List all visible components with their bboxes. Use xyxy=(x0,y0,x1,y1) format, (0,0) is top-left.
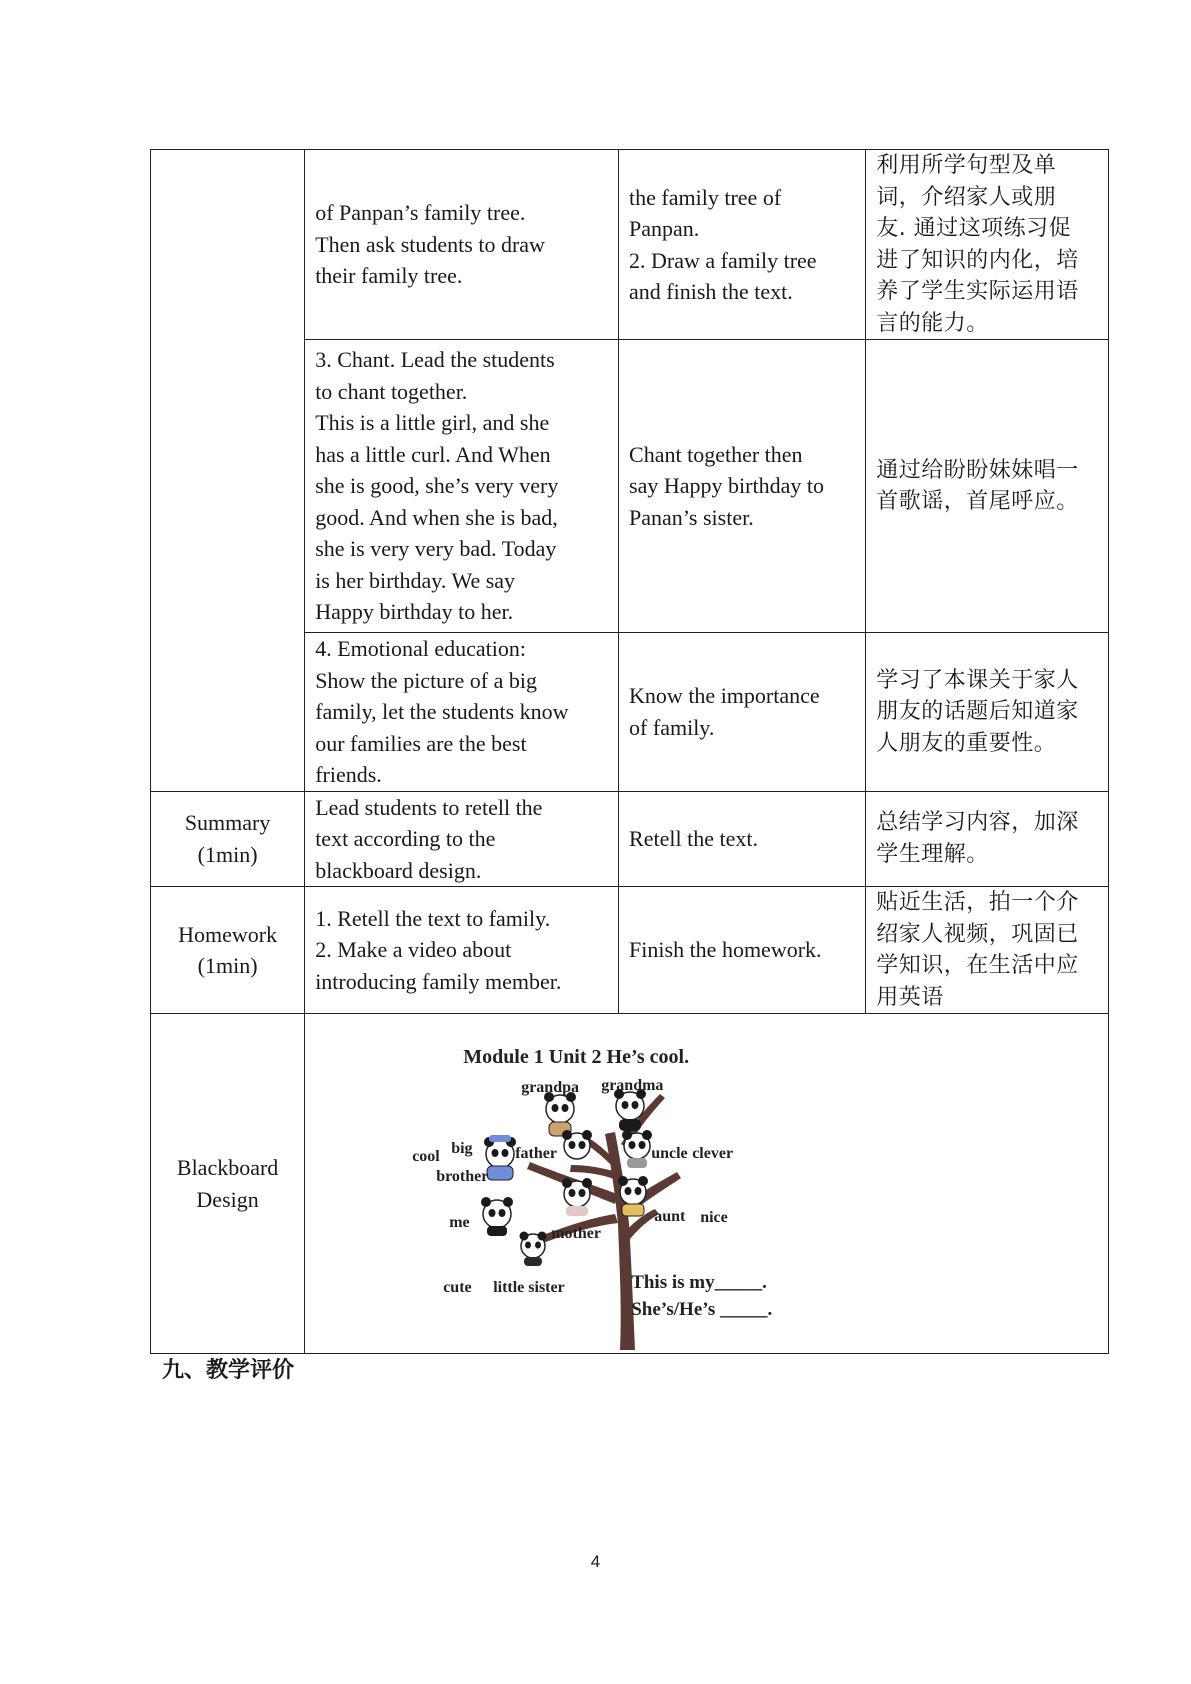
label-clever: clever xyxy=(692,1145,734,1162)
purpose-cell: 利用所学句型及单 词，介绍家人或朋 友. 通过这项练习促 进了知识的内化，培 养了学生实际运用语 言的能力。 xyxy=(866,150,1109,340)
purpose-cell: 贴近生活，拍一个介 绍家人视频，巩固已 学知识，在生活中应 用英语 xyxy=(866,887,1109,1014)
label-grandma: grandma xyxy=(601,1077,664,1094)
panda-mother-icon xyxy=(562,1178,592,1216)
page-number: 4 xyxy=(590,1552,601,1571)
teacher-activity-cell: 3. Chant. Lead the students to chant together. This is a little girl, and she has a little curl. And When she is good, she’s very very good. And when she is bad, she is very very bad. Today is her birthday. We say Happy birthday to her. xyxy=(305,340,619,633)
panda-aunt-icon xyxy=(618,1176,648,1216)
label-mother: mother xyxy=(551,1225,601,1242)
student-activity-cell: Know the importance of family. xyxy=(619,633,866,792)
teacher-activity-cell: 4. Emotional education: Show the picture of a big family, let the students know our families are the best friends. xyxy=(305,633,619,792)
table-row xyxy=(151,887,1109,1014)
teacher-activity-cell: of Panpan’s family tree. Then ask students to draw their family tree. xyxy=(305,150,619,340)
stage-cell xyxy=(151,150,305,792)
student-activity-cell: the family tree of Panpan. 2. Draw a family tree and finish the text. xyxy=(619,150,866,340)
blackboard-design xyxy=(315,1014,1098,1353)
table-row xyxy=(151,1014,1109,1354)
label-little-sister: little sister xyxy=(493,1279,565,1296)
blackboard-title: Module 1 Unit 2 He’s cool. xyxy=(463,1046,690,1068)
student-activity-cell: Retell the text. xyxy=(619,791,866,887)
panda-me-icon xyxy=(481,1197,513,1236)
label-cool: cool xyxy=(412,1148,440,1165)
table-row xyxy=(151,791,1109,887)
stage-cell: Summary (1min) xyxy=(151,791,305,887)
panda-father-icon xyxy=(562,1130,592,1159)
panda-brother-icon xyxy=(484,1135,516,1180)
section-heading: 九、教学评价 xyxy=(162,1358,295,1383)
label-cute: cute xyxy=(443,1279,472,1296)
label-father: father xyxy=(515,1145,557,1162)
teacher-activity-cell: Lead students to retell the text according to the blackboard design. xyxy=(305,791,619,887)
purpose-cell: 总结学习内容，加深 学生理解。 xyxy=(866,791,1109,887)
label-grandpa: grandpa xyxy=(521,1079,579,1096)
table-row xyxy=(151,150,1109,340)
label-brother: brother xyxy=(436,1168,489,1185)
sentence-frame-1: This is my_____. xyxy=(631,1272,767,1293)
student-activity-cell: Finish the homework. xyxy=(619,887,866,1014)
label-aunt: aunt xyxy=(654,1208,686,1225)
panda-uncle-icon xyxy=(622,1130,652,1168)
blackboard-design-cell xyxy=(305,1014,1109,1354)
stage-cell: Homework (1min) xyxy=(151,887,305,1014)
label-uncle: uncle xyxy=(651,1145,688,1162)
stage-cell: Blackboard Design xyxy=(151,1014,305,1354)
label-nice: nice xyxy=(700,1209,728,1226)
sentence-frame-2: She’s/He’s _____. xyxy=(631,1299,773,1320)
student-activity-cell: Chant together then say Happy birthday to Panan’s sister. xyxy=(619,340,866,633)
label-big: big xyxy=(451,1140,473,1157)
panda-little-sister-icon xyxy=(520,1232,547,1267)
lesson-plan-table xyxy=(150,149,1109,1354)
purpose-cell: 通过给盼盼妹妹唱一 首歌谣，首尾呼应。 xyxy=(866,340,1109,633)
purpose-cell: 学习了本课关于家人 朋友的话题后知道家 人朋友的重要性。 xyxy=(866,633,1109,792)
label-me: me xyxy=(449,1214,470,1231)
teacher-activity-cell: 1. Retell the text to family. 2. Make a video about introducing family member. xyxy=(305,887,619,1014)
